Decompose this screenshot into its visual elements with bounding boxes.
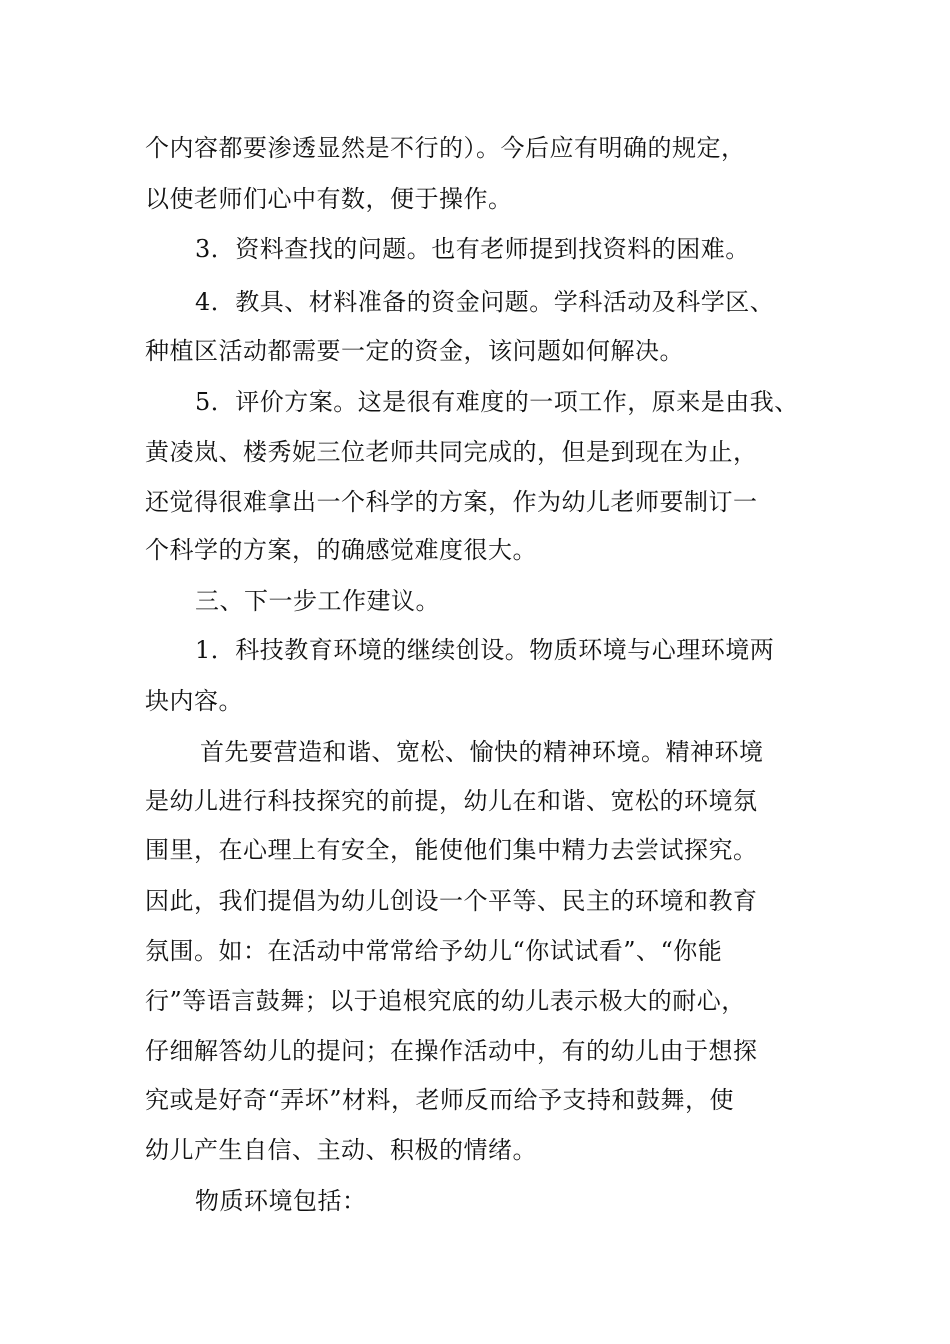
body-text-line: 物质环境包括： xyxy=(195,1187,367,1215)
body-text-line: 种植区活动都需要一定的资金，该问题如何解决。 xyxy=(145,337,684,365)
body-text-line: 个科学的方案，的确感觉难度很大。 xyxy=(145,536,537,564)
body-text-line: 幼儿产生自信、主动、积极的情绪。 xyxy=(145,1136,537,1164)
body-text-line: 首先要营造和谐、宽松、愉快的精神环境。精神环境 xyxy=(200,738,764,766)
body-text-line: 是幼儿进行科技探究的前提，幼儿在和谐、宽松的环境氛 xyxy=(145,787,758,815)
body-text-line: 仔细解答幼儿的提问；在操作活动中，有的幼儿由于想探 xyxy=(145,1037,758,1065)
body-text-line: 块内容。 xyxy=(145,687,243,715)
body-text-line: 以使老师们心中有数，便于操作。 xyxy=(145,185,513,213)
section-heading: 三、下一步工作建议。 xyxy=(195,587,440,615)
body-text-line: 还觉得很难拿出一个科学的方案，作为幼儿老师要制订一 xyxy=(145,488,758,516)
body-text-line: 4．教具、材料准备的资金问题。学科活动及科学区、 xyxy=(195,288,775,316)
body-text-line: 围里，在心理上有安全，能使他们集中精力去尝试探究。 xyxy=(145,836,758,864)
body-text-line: 究或是好奇“弄坏”材料，老师反而给予支持和鼓舞，使 xyxy=(145,1086,735,1114)
body-text-line: 氛围。如：在活动中常常给予幼儿“你试试看”、“你能 xyxy=(145,937,723,965)
body-text-line: 黄凌岚、楼秀妮三位老师共同完成的，但是到现在为止， xyxy=(145,438,758,466)
body-text-line: 因此，我们提倡为幼儿创设一个平等、民主的环境和教育 xyxy=(145,887,758,915)
body-text-line: 1．科技教育环境的继续创设。物质环境与心理环境两 xyxy=(195,636,775,664)
body-text-line: 个内容都要渗透显然是不行的）。今后应有明确的规定， xyxy=(145,134,746,162)
body-text-line: 行”等语言鼓舞；以于追根究底的幼儿表示极大的耐心， xyxy=(145,987,746,1015)
body-text-line: 3．资料查找的问题。也有老师提到找资料的困难。 xyxy=(195,235,750,263)
body-text-line: 5．评价方案。这是很有难度的一项工作，原来是由我、 xyxy=(195,388,799,416)
